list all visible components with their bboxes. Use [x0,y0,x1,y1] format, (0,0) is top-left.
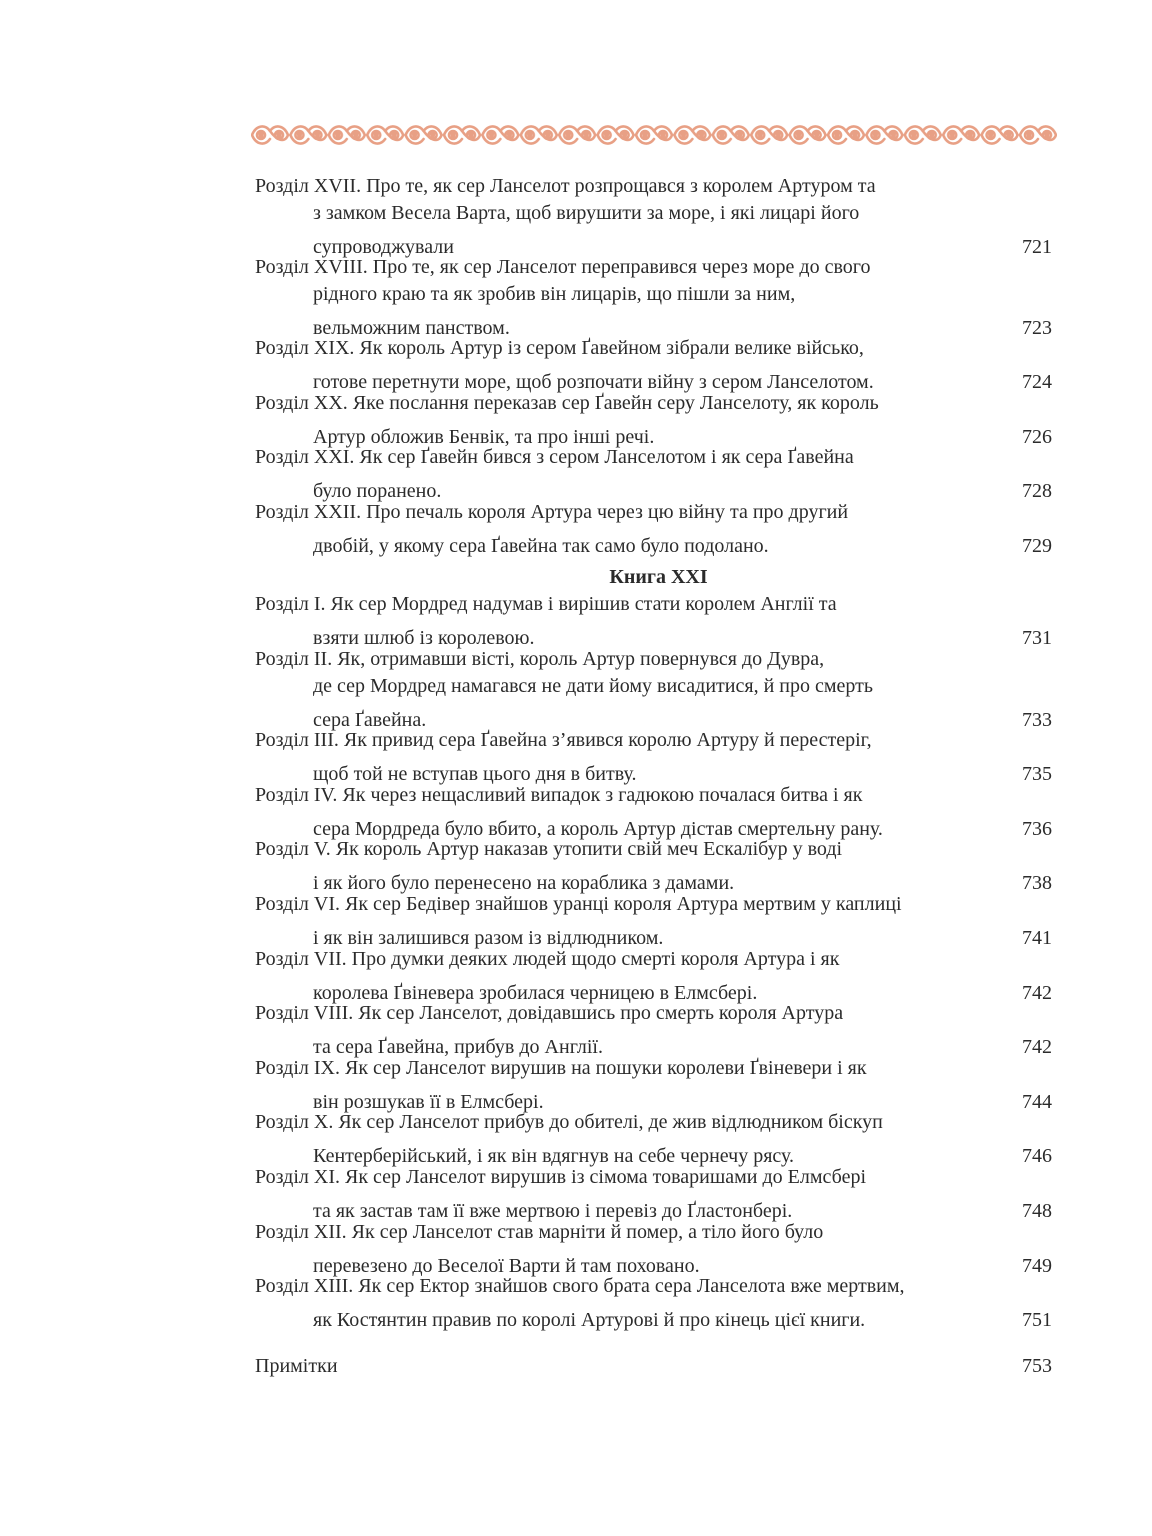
toc-entry-text: рідного краю та як зробив він лицарів, що пішли за ним, [313,282,796,305]
toc-entry-text: Розділ III. Як привид сера Ґавейна з’явився королю Артуру й перестеріг, [255,729,872,752]
dot-leader [775,525,1018,552]
toc-entry-line [255,618,1052,650]
toc-entry[interactable] [255,390,1052,448]
toc-entry-line [255,173,1052,200]
toc-entry[interactable] [255,782,1052,840]
toc-entry-text: Артур обложив Бенвік, та про інші речі. [313,425,655,448]
toc-entry-text: Розділ I. Як сер Мордред надумав і вирішив стати королем Англії та [255,593,837,616]
page-number: 751 [1022,1309,1052,1332]
page-number: 738 [1022,872,1052,895]
toc-entry[interactable] [255,1000,1052,1059]
toc-entry-line [255,946,1052,973]
page-number: 753 [1022,1354,1052,1377]
toc-entry-line [255,1300,1052,1332]
page-number: 724 [1022,371,1052,394]
toc-entry-line [255,200,1052,227]
toc-entry-line [255,972,1052,1004]
toc-entry-text: Розділ XII. Як сер Ланселот став марніти й помер, а тіло його було [255,1220,824,1243]
toc-entry-text: супроводжували [313,235,454,258]
page-number: 741 [1022,926,1052,949]
decorative-ornament-border [251,121,1057,149]
toc-entry-line [255,1109,1052,1136]
toc-entry-text: готове перетнути море, щоб розпочати війну з сером Ланселотом. [313,371,874,394]
toc-entry-text: Розділ XXI. Як сер Ґавейн бився з сером Ланселотом і як сера Ґавейна [255,446,854,469]
toc-entry[interactable] [255,836,1052,895]
toc-entry-text: і як його було перенесено на кораблика з дамами. [313,872,735,895]
toc-entry-line [255,471,1052,503]
page-number: 735 [1022,763,1052,786]
toc-entry[interactable] [255,946,1052,1004]
toc-entry-line [255,808,1052,840]
toc-entry-text: як Костянтин правив по королі Артурові й про кінець цієї книги. [313,1309,866,1332]
dot-leader [763,972,1018,999]
toc-entry-line [255,525,1052,557]
toc-entry-line [255,362,1052,394]
toc-entry-line [255,782,1052,809]
toc-entry-text: сера Ґавейна. [313,708,427,731]
dot-leader [432,699,1018,726]
toc-entry-line [255,754,1052,786]
toc-entry-text: та сера Ґавейна, прибув до Англії. [313,1036,603,1059]
toc-entry[interactable] [255,499,1052,557]
toc-entry[interactable] [255,254,1052,339]
page-number: 742 [1022,981,1052,1004]
toc-entry-text: де сер Мордред намагався не дати йому висадитися, й про смерть [313,674,873,697]
toc-entry[interactable] [255,891,1052,949]
dot-leader [447,471,1018,498]
page-number: 746 [1022,1145,1052,1168]
toc-entry-text: Розділ V. Як король Артур наказав утопити свій меч Ескалібур у воді [255,838,843,861]
dot-leader [669,917,1018,944]
table-of-contents [255,173,1052,1377]
toc-entry-text: Розділ XI. Як сер Ланселот вирушив із сімома товаришами до Елмсбері [255,1165,866,1188]
toc-entry-text: Розділ II. Як, отримавши вісті, король Артур повернувся до Дувра, [255,648,825,671]
dot-leader [800,1136,1018,1163]
dot-leader [642,754,1018,781]
dot-leader [880,362,1018,389]
page-number: 733 [1022,708,1052,731]
toc-entry-line [255,646,1052,673]
dot-leader [516,307,1018,334]
toc-entry-text: з замком Весела Варта, щоб вирушити за море, і які лицарі його [313,201,860,224]
dot-leader [344,1345,1018,1372]
toc-entry-line [255,1027,1052,1059]
page-number: 742 [1022,1036,1052,1059]
dot-leader [540,618,1018,645]
toc-entry[interactable] [255,444,1052,503]
dot-leader [889,808,1018,835]
toc-entry[interactable] [255,173,1052,258]
dot-leader [740,863,1018,890]
toc-entry-line [255,836,1052,863]
toc-entry[interactable] [255,1273,1052,1332]
book-heading: Книга XXI [609,565,708,588]
page-number: 736 [1022,817,1052,840]
toc-entry-text: Примітки [255,1354,338,1377]
dot-leader [871,1300,1018,1327]
toc-entry-line [255,281,1052,308]
toc-entry-text: і як він залишився разом із відлюдником. [313,926,664,949]
toc-entry-line [255,917,1052,949]
dot-leader [550,1081,1018,1108]
toc-entry-line [255,1055,1052,1082]
toc-entry-text: взяти шлюб із королевою. [313,627,535,650]
toc-entry-line [255,1245,1052,1277]
toc-entry-line [255,1081,1052,1113]
toc-entry-line [255,307,1052,339]
toc-entry-text: Розділ IX. Як сер Ланселот вирушив на пошуки королеви Ґвіневери і як [255,1056,867,1079]
toc-entry-line [255,863,1052,895]
page-number: 744 [1022,1090,1052,1113]
page-number: 728 [1022,480,1052,503]
toc-entry-text: Кентерберійський, і як він вдягнув на себе чернечу рясу. [313,1145,795,1168]
page-number: 729 [1022,534,1052,557]
toc-entry-line [255,1136,1052,1168]
toc-entry-line [255,1190,1052,1222]
toc-entry-text: двобій, у якому сера Ґавейна так само було подолано. [313,534,769,557]
toc-entry-line [255,727,1052,754]
toc-entry-text: Розділ XVIII. Про те, як сер Ланселот переправився через море до свого [255,256,871,279]
toc-entry-text: Розділ VII. Про думки деяких людей щодо смерті короля Артура і як [255,947,840,970]
toc-entry-text: Розділ IV. Як через нещасливий випадок з гадюкою почалася битва і як [255,783,863,806]
toc-entry-text: сера Мордреда було вбито, а король Артур дістав смертельну рану. [313,817,883,840]
toc-entry-line [255,673,1052,700]
toc-entry-line [255,499,1052,526]
toc-entry-line [255,254,1052,281]
toc-entry[interactable] [255,1219,1052,1277]
toc-entry-text: королева Ґвіневера зробилася черницею в Елмсбері. [313,981,758,1004]
dot-leader [460,226,1018,253]
page-number: 749 [1022,1254,1052,1277]
toc-entry[interactable] [255,1109,1052,1168]
toc-entry-line [255,1273,1052,1300]
toc-entry[interactable] [255,591,1052,650]
dot-leader [660,416,1018,443]
toc-entry-line [255,1000,1052,1027]
toc-entry-text: Розділ VI. Як сер Бедівер знайшов уранці короля Артура мертвим у каплиці [255,892,902,915]
toc-entry-text: було поранено. [313,480,442,503]
toc-entry-text: та як застав там її вже мертвою і перевіз до Ґластонбері. [313,1199,793,1222]
toc-entry-notes[interactable] [255,1345,1052,1377]
toc-entry-line [255,226,1052,258]
toc-entry[interactable] [255,335,1052,394]
toc-entry-text: щоб той не вступав цього дня в битву. [313,763,637,786]
page-number: 731 [1022,627,1052,650]
toc-entry-text: Розділ XIX. Як король Артур із сером Ґавейном зібрали велике військо, [255,337,864,360]
toc-entry[interactable] [255,1164,1052,1222]
page-number: 721 [1022,235,1052,258]
toc-entry-line [255,1219,1052,1246]
dot-leader [609,1027,1018,1054]
toc-entry-text: Розділ XXII. Про печаль короля Артура через цю війну та про другий [255,500,849,523]
toc-entry-line [255,444,1052,471]
toc-entry[interactable] [255,727,1052,786]
toc-entry-text: Розділ XIII. Як сер Ектор знайшов свого брата сера Ланселота вже мертвим, [255,1275,905,1298]
toc-entry-text: Розділ X. Як сер Ланселот прибув до обителі, де жив відлюдником біскуп [255,1111,883,1134]
toc-entry-line [255,699,1052,731]
toc-entry-text: Розділ XX. Яке послання переказав сер Ґавейн серу Ланселоту, як король [255,391,879,414]
toc-entry-line [255,891,1052,918]
dot-leader [706,1245,1018,1272]
toc-entry-text: Розділ VIII. Як сер Ланселот, довідавшись про смерть короля Артура [255,1002,844,1025]
toc-entry-line [255,390,1052,417]
page-number: 748 [1022,1199,1052,1222]
page-number: 726 [1022,425,1052,448]
toc-entry-text: Розділ XVII. Про те, як сер Ланселот розпрощався з королем Артуром та [255,175,876,197]
toc-entry-line [255,335,1052,362]
toc-entry[interactable] [255,646,1052,731]
toc-entry-text: перевезено до Веселої Варти й там поховано. [313,1254,700,1277]
dot-leader [798,1190,1018,1217]
toc-entry-line [255,416,1052,448]
page-number: 723 [1022,316,1052,339]
toc-entry-text: він розшукав її в Елмсбері. [313,1090,544,1113]
toc-entry-line [255,1164,1052,1191]
toc-entry[interactable] [255,1055,1052,1113]
toc-entry-line [255,591,1052,618]
toc-entry-text: вельможним панством. [313,316,510,339]
